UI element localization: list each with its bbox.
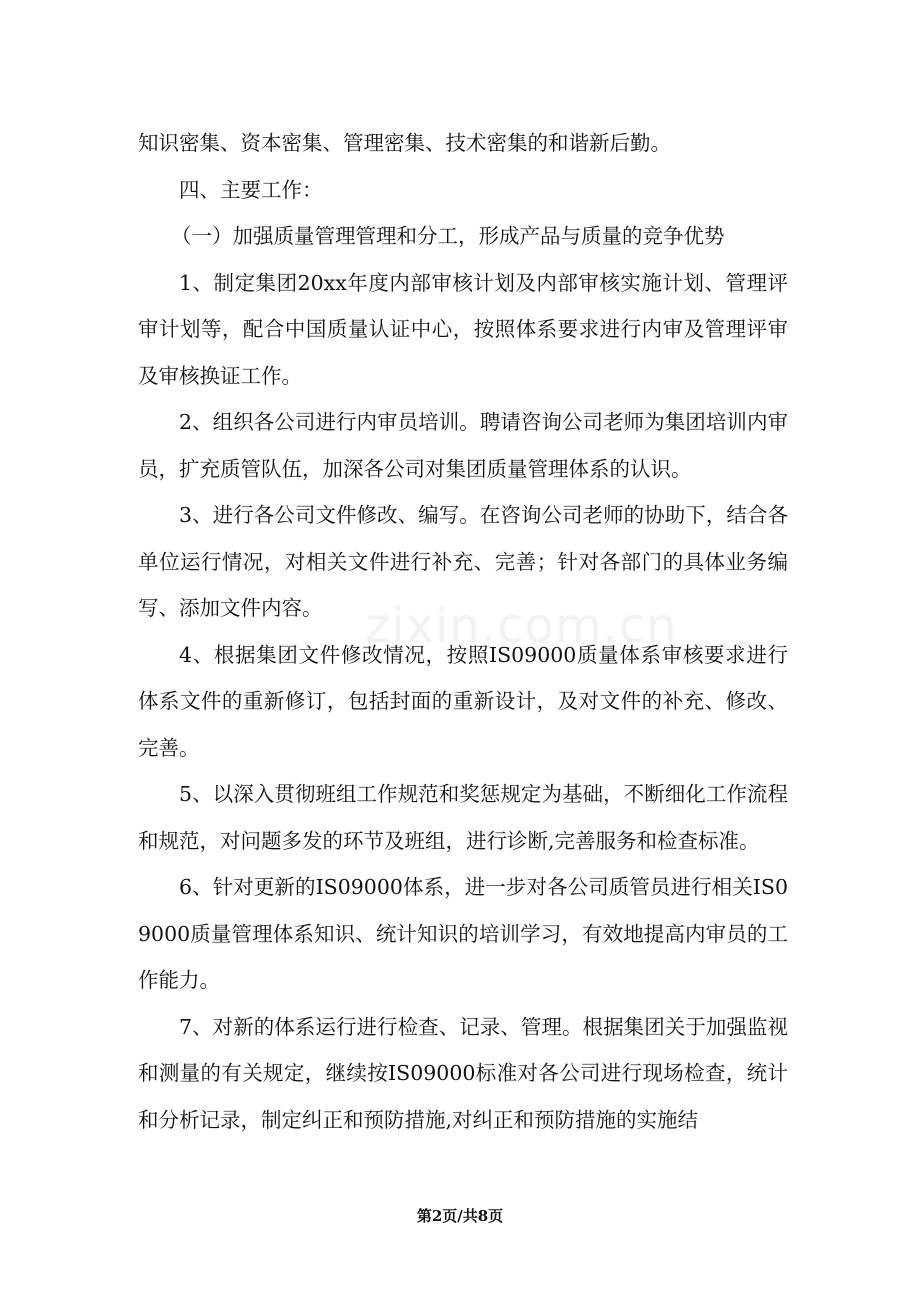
watermark: zixin.com.cn [365, 598, 678, 654]
paragraph-item-6: 6、针对更新的IS09000体系，进一步对各公司质管员进行相关IS09000质量管理体系知识、统计知识的培训学习，有效地提高内审员的工作能力。 [138, 875, 788, 992]
paragraph-item-2: 2、组织各公司进行内审员培训。聘请咨询公司老师为集团培训内审员，扩充质管队伍，加深各公司对集团质量管理体系的认识。 [138, 410, 788, 481]
paragraph-item-1: 1、制定集团20xx年度内部审核计划及内部审核实施计划、管理评审计划等，配合中国质量认证中心，按照体系要求进行内审及管理评审及审核换证工作。 [138, 270, 788, 388]
paragraph-item-4: 4、根据集团文件修改情况，按照IS09000质量体系审核要求进行体系文件的重新修订，包括封面的重新设计，及对文件的补充、修改、完善。 [138, 642, 788, 760]
paragraph-item-7: 7、对新的体系运行进行检查、记录、管理。根据集团关于加强监视和测量的有关规定，继续按IS09000标准对各公司进行现场检查，统计和分析记录，制定纠正和预防措施,对纠正和预防措施的实施结 [138, 1014, 788, 1132]
section-heading: 四、主要工作： [179, 177, 323, 202]
document-body [138, 120, 788, 1143]
paragraph-item-5: 5、以深入贯彻班组工作规范和奖惩规定为基础，不断细化工作流程和规范，对问题多发的环节及班组，进行诊断,完善服务和检查标准。 [138, 782, 788, 853]
subsection-heading: （一）加强质量管理管理和分工，形成产品与质量的竞争优势 [171, 224, 725, 248]
page-number-footer: 第2页/共8页 [416, 1207, 504, 1225]
paragraph-item-3: 3、进行各公司文件修改、编写。在咨询公司老师的协助下，结合各单位运行情况，对相关文件进行补充、完善；针对各部门的具体业务编写、添加文件内容。 [138, 503, 788, 620]
paragraph-continuation: 知识密集、资本密集、管理密集、技术密集的和谐新后勤。 [138, 131, 671, 155]
